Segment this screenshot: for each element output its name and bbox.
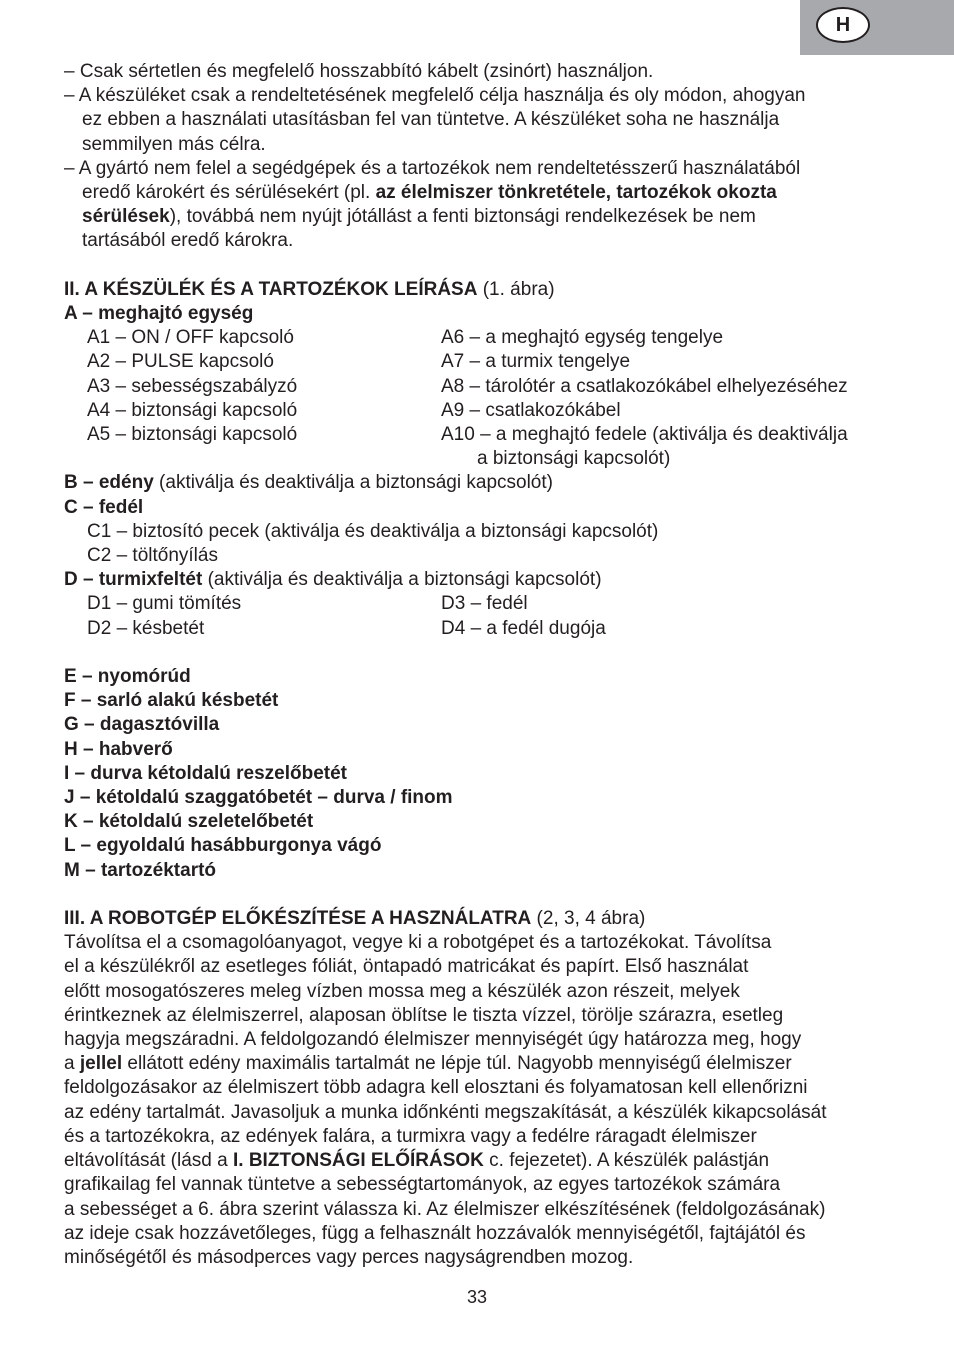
text-span: ellátott edény maximális tartalmát ne lépje túl. Nagyobb mennyiségű élelmiszer	[122, 1053, 792, 1075]
accessory-list	[64, 665, 904, 883]
part-a-item: A9 – csatlakozókábel	[441, 399, 621, 421]
text-span: eltávolítását (lásd a	[64, 1150, 233, 1172]
part-d-row	[64, 592, 904, 616]
page-number: 33	[466, 1287, 488, 1307]
paragraph-line: grafikailag fel vannak tüntetve a sebességtartományok, az egyes tartozékok számára	[64, 1174, 781, 1196]
text-span: ), továbbá nem nyújt jótállást a fenti biztonsági rendelkezések be nem	[169, 206, 756, 228]
heading-ref: (1. ábra)	[477, 278, 555, 300]
safety-line: – A gyártó nem felel a segédgépek és a tartozékok nem rendeltetésszerű használatából	[64, 157, 801, 179]
part-a-item: A2 – PULSE kapcsoló	[87, 351, 274, 373]
paragraph-line: az edény tartalmát. Javasoljuk a munka időnkénti megszakítását, a készülék kikapcsolását	[64, 1101, 827, 1123]
section-heading	[64, 907, 904, 931]
part-a-item: A4 – biztonsági kapcsoló	[87, 399, 298, 421]
accessory-item: F – sarló alakú késbetét	[64, 690, 279, 712]
part-a-item: A3 – sebességszabályzó	[87, 375, 298, 397]
paragraph-line: Távolítsa el a csomagolóanyagot, vegye ki a robotgépet és a tartozékokat. Távolítsa	[64, 932, 772, 954]
paragraph-line: a sebességet a 6. ábra szerint válassza ki. Az élelmiszer elkészítésének (feldolgozásának)	[64, 1198, 826, 1220]
safety-line: – Csak sértetlen és megfelelő hosszabbító kábelt (zsinórt) használjon.	[64, 61, 654, 82]
bold-text: sérülések	[82, 206, 170, 228]
heading-text: II. A KÉSZÜLÉK ÉS A TARTOZÉKOK LEÍRÁSA	[64, 278, 478, 300]
part-a-item: A7 – a turmix tengelye	[441, 351, 631, 373]
text-span: (aktiválja és deaktiválja a biztonsági kapcsolót)	[202, 569, 602, 591]
paragraph-line: előtt mosogatószeres meleg vízben mossa meg a készülék azon részeit, melyek	[64, 980, 740, 1002]
part-d	[64, 568, 904, 592]
part-a-row	[64, 399, 904, 423]
page-content	[64, 60, 904, 1270]
part-d-row	[64, 617, 904, 641]
accessory-item: I – durva kétoldalú reszelőbetét	[64, 762, 347, 784]
part-a-item: A6 – a meghajtó egység tengelye	[441, 327, 724, 349]
accessory-item: E – nyomórúd	[64, 666, 191, 688]
bold-text: az élelmiszer tönkretétele, tartozékok okozta	[375, 182, 777, 204]
text-span: a	[64, 1053, 80, 1075]
bold-text: I. BIZTONSÁGI ELŐÍRÁSOK	[232, 1150, 484, 1172]
part-d-item: D2 – késbetét	[87, 617, 205, 639]
section-description	[64, 278, 904, 883]
paragraph-line	[64, 1149, 904, 1173]
accessory-item: J – kétoldalú szaggatóbetét – durva / finom	[64, 787, 453, 809]
part-a-item: A8 – tárolótér a csatlakozókábel elhelyezéséhez	[441, 375, 848, 397]
paragraph-line: érintkeznek az élelmiszerrel, alaposan öblítse le tiszta vízzel, törölje szárazra, esetleg	[64, 1004, 784, 1026]
safety-line: ez ebben a használati utasításban fel van tüntetve. A készüléket soha ne használja	[82, 109, 780, 131]
part-c-item: C1 – biztosító pecek (aktiválja és deaktiválja a biztonsági kapcsolót)	[87, 520, 659, 542]
safety-line: – A készüléket csak a rendeltetésének megfelelő célja használja és oly módon, ahogyan	[64, 85, 806, 107]
part-b	[64, 471, 904, 495]
safety-line: semmilyen más célra.	[82, 133, 266, 155]
part-d-item: D1 – gumi tömítés	[87, 593, 242, 615]
bold-text: jellel	[79, 1053, 123, 1075]
safety-line	[64, 205, 904, 229]
text-span: eredő károkért és sérülésekért (pl.	[82, 182, 376, 204]
paragraph-line: el a készülékről az esetleges fóliát, öntapadó matricákat és papírt. Első használat	[64, 956, 749, 978]
language-badge: H	[816, 7, 870, 43]
paragraph-line: az ideje csak hozzávetőleges, függ a felhasznált hozzávalók mennyiségétől, fajtájától és	[64, 1222, 806, 1244]
part-a-item: A1 – ON / OFF kapcsoló	[87, 327, 294, 349]
paragraph-line: minőségétől és másodperces vagy perces nagyságrendben mozog.	[64, 1246, 634, 1268]
accessory-item: L – egyoldalú hasábburgonya vágó	[64, 835, 382, 857]
text-span: (aktiválja és deaktiválja a biztonsági kapcsolót)	[153, 472, 553, 494]
part-a-heading: A – meghajtó egység	[64, 303, 254, 325]
accessory-item: H – habverő	[64, 738, 173, 760]
bold-text: B – edény	[64, 472, 154, 494]
part-d-item: D3 – fedél	[441, 593, 528, 615]
safety-line	[64, 181, 904, 205]
part-c-heading: C – fedél	[64, 496, 144, 518]
paragraph-line	[64, 1052, 904, 1076]
safety-notes	[64, 60, 904, 254]
part-a-row	[64, 375, 904, 399]
paragraph-line: feldolgozásakor az élelmiszert több adagra kell elosztani és folyamatosan kell ellenőrizni	[64, 1077, 808, 1099]
heading-text: III. A ROBOTGÉP ELŐKÉSZÍTÉSE A HASZNÁLATRA	[64, 908, 532, 930]
section-preparation	[64, 907, 904, 1270]
part-a-item: A10 – a meghajtó fedele (aktiválja és deaktiválja	[441, 424, 848, 446]
section-heading	[64, 278, 904, 302]
paragraph-line: hagyja megszáradni. A feldolgozandó élelmiszer mennyiségét úgy határozza meg, hogy	[64, 1029, 802, 1051]
language-tab	[800, 0, 954, 55]
paragraph-line: és a tartozékokra, az edények falára, a turmixra vagy a fedélre ráragadt élelmiszer	[64, 1125, 757, 1147]
part-a-item-continuation: a biztonsági kapcsolót)	[477, 448, 671, 470]
part-a-row	[64, 350, 904, 374]
part-c-item: C2 – töltőnyílás	[87, 545, 218, 567]
text-span: c. fejezetet). A készülék palástján	[483, 1150, 770, 1172]
part-d-item: D4 – a fedél dugója	[441, 617, 606, 639]
accessory-item: M – tartozéktartó	[64, 859, 217, 881]
bold-text: D – turmixfeltét	[64, 569, 203, 591]
heading-ref: (2, 3, 4 ábra)	[531, 908, 646, 930]
safety-line: tartásából eredő károkra.	[82, 230, 294, 252]
part-a-item: A5 – biztonsági kapcsoló	[87, 424, 298, 446]
part-a-row	[64, 326, 904, 350]
accessory-item: K – kétoldalú szeletelőbetét	[64, 811, 314, 833]
accessory-item: G – dagasztóvilla	[64, 714, 220, 736]
part-a-row	[64, 423, 904, 447]
